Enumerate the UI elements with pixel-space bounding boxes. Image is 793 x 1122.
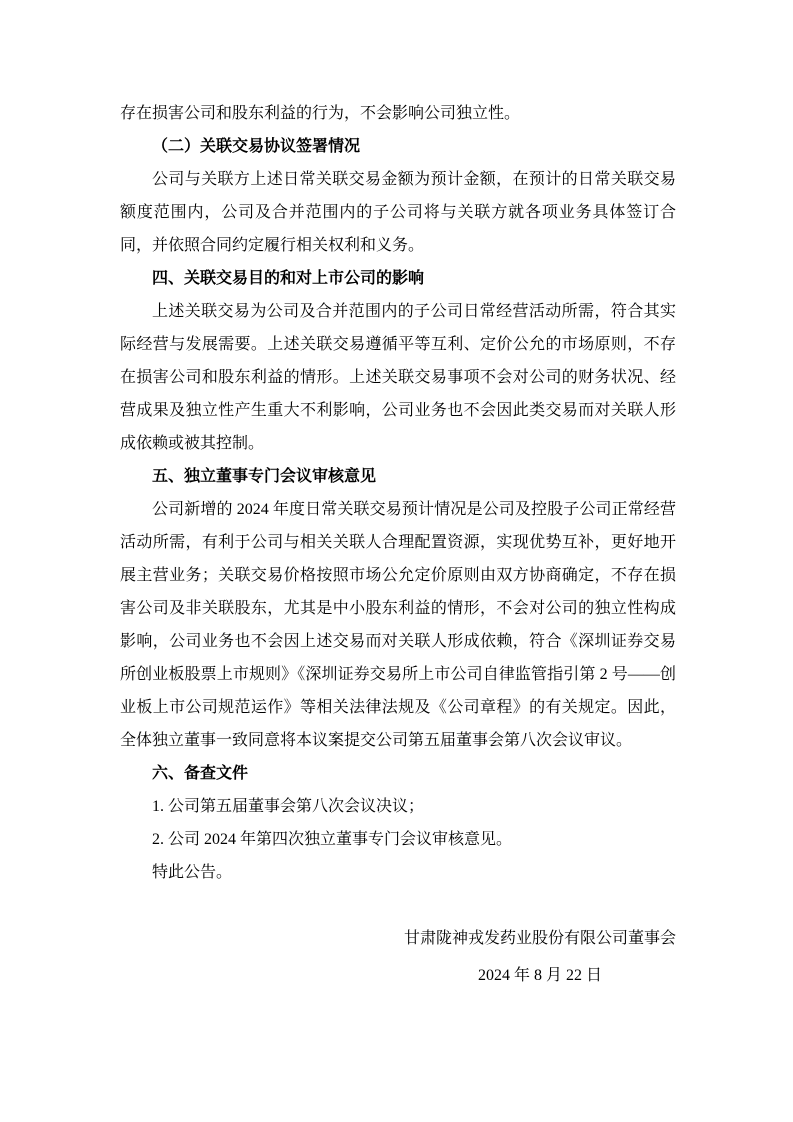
paragraph-transaction-purpose: 上述关联交易为公司及合并范围内的子公司日常经营活动所需，符合其实际经营与发展需要。上述关联交易遵循平等互利、定价公允的市场原则，不存在损害公司和股东利益的情形。上述关联交易事项不会对公司的财务状况、经营成果及独立性产生重大不利影响，公司业务也不会因此类交易而对关联人形成依赖或被其控制。: [120, 303, 676, 452]
signature-block: [404, 920, 676, 994]
heading-agreement-signing: （二）关联交易协议签署情况: [152, 138, 361, 155]
paragraph-independent-directors-opinion: 公司新增的 2024 年度日常关联交易预计情况是公司及控股子公司正常经营活动所需，有利于公司与相关关联人合理配置资源，实现优势互补，更好地开展主营业务；关联交易价格按照市场公允定价原则由双方协商确定，不存在损害公司及非关联股东，尤其是中小股东利益的情形，不会对公司的独立性构成影响，公司业务也不会因上述交易而对关联人形成依赖，符合《深圳证券交易所创业板股票上市规则》《深圳证券交易所上市公司自律监管指引第 2 号——创业板上市公司规范运作》等相关法律法规及《公司章程》的有关规定。因此，全体独立董事一致同意将本议案提交公司第五届董事会第八次会议审议。: [120, 501, 676, 749]
signature-date: 2024 年 8 月 22 日: [477, 967, 602, 984]
heading-section-6-reference-documents: 六、备查文件: [152, 765, 249, 782]
paragraph-announcement-closing: 特此公告。: [152, 864, 233, 881]
heading-section-4-transaction-purpose: 四、关联交易目的和对上市公司的影响: [152, 270, 425, 287]
paragraph-agreement-signing: 公司与关联方上述日常关联交易金额为预计金额，在预计的日常关联交易额度范围内，公司及合并范围内的子公司将与关联方就各项业务具体签订合同，并依照合同约定履行相关权利和义务。: [120, 171, 676, 254]
list-item-board-resolution: 1. 公司第五届董事会第八次会议决议；: [152, 798, 425, 815]
list-item-special-meeting-opinion: 2. 公司 2024 年第四次独立董事专门会议审核意见。: [152, 831, 513, 848]
signature-company-name: 甘肃陇神戎发药业股份有限公司董事会: [403, 930, 676, 947]
heading-section-5-independent-directors-opinion: 五、独立董事专门会议审核意见: [152, 468, 377, 485]
paragraph-independence-continuation: 存在损害公司和股东利益的行为，不会影响公司独立性。: [120, 105, 521, 122]
